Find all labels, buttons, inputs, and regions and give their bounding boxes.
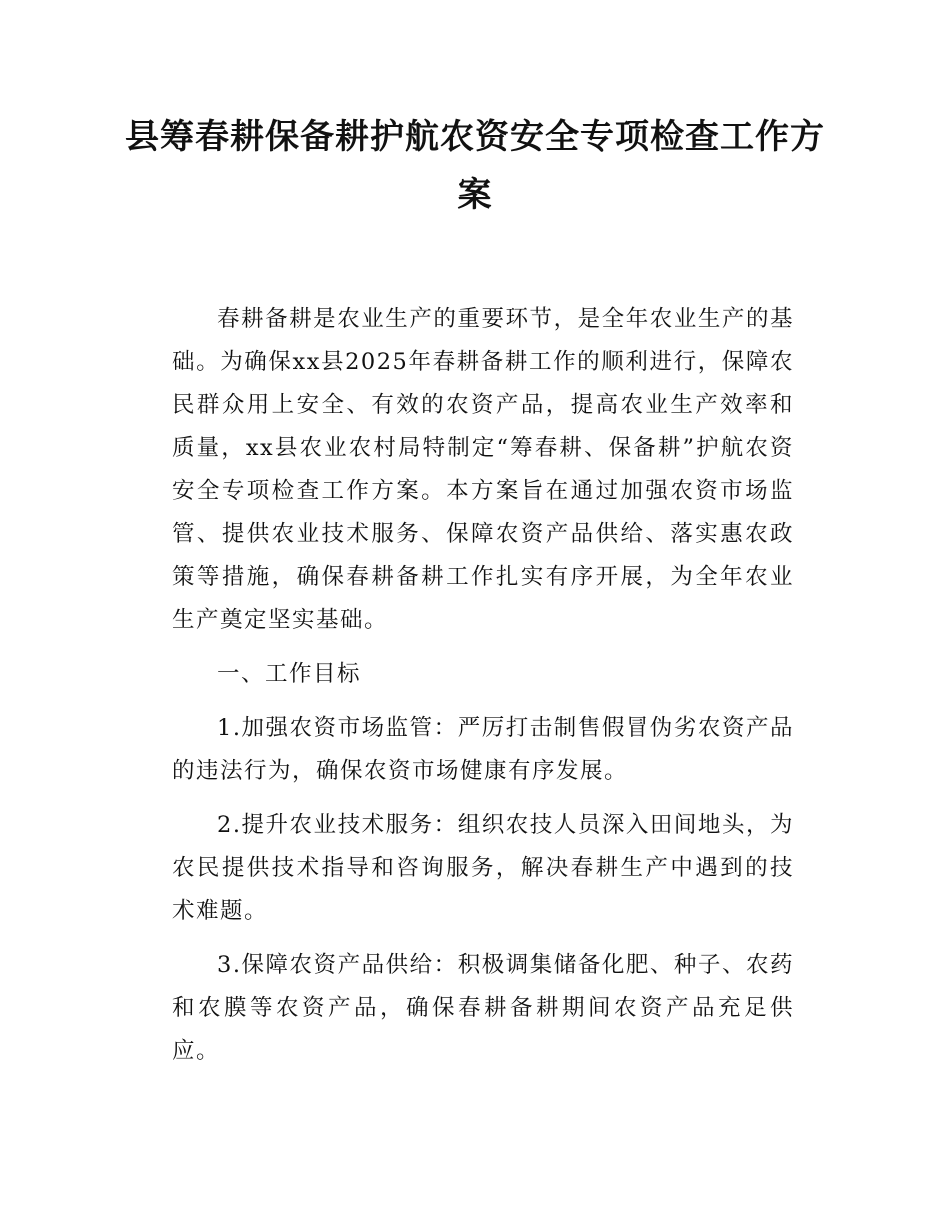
paragraph-intro: 春耕备耕是农业生产的重要环节，是全年农业生产的基础。为确保xx县2025年春耕备耕工作的顺利进行，保障农民群众用上安全、有效的农资产品，提高农业生产效率和质量，xx县农业农村局特制定“筹春耕、保备耕”护航农资安全专项检查工作方案。本方案旨在通过加强农资市场监管、提供农业技术服务、保障农资产品供给、落实惠农政策等措施，确保春耕备耕工作扎实有序开展，为全年农业生产奠定坚实基础。 — [172, 306, 794, 633]
paragraph-goal-1: 1.加强农资市场监管：严厉打击制售假冒伪劣农资产品的违法行为，确保农资市场健康有序发展。 — [172, 715, 794, 784]
section-heading-work-goals: 一、工作目标 — [217, 661, 362, 687]
document-body — [172, 298, 794, 1084]
paragraph-goal-3: 3.保障农资产品供给：积极调集储备化肥、种子、农药和农膜等农资产品，确保春耕备耕期间农资产品充足供应。 — [172, 952, 794, 1064]
paragraph-goal-2: 2.提升农业技术服务：组织农技人员深入田间地头，为农民提供技术指导和咨询服务，解决春耕生产中遇到的技术难题。 — [172, 812, 794, 924]
document-title: 县筹春耕保备耕护航农资安全专项检查工作方案 — [125, 117, 825, 215]
